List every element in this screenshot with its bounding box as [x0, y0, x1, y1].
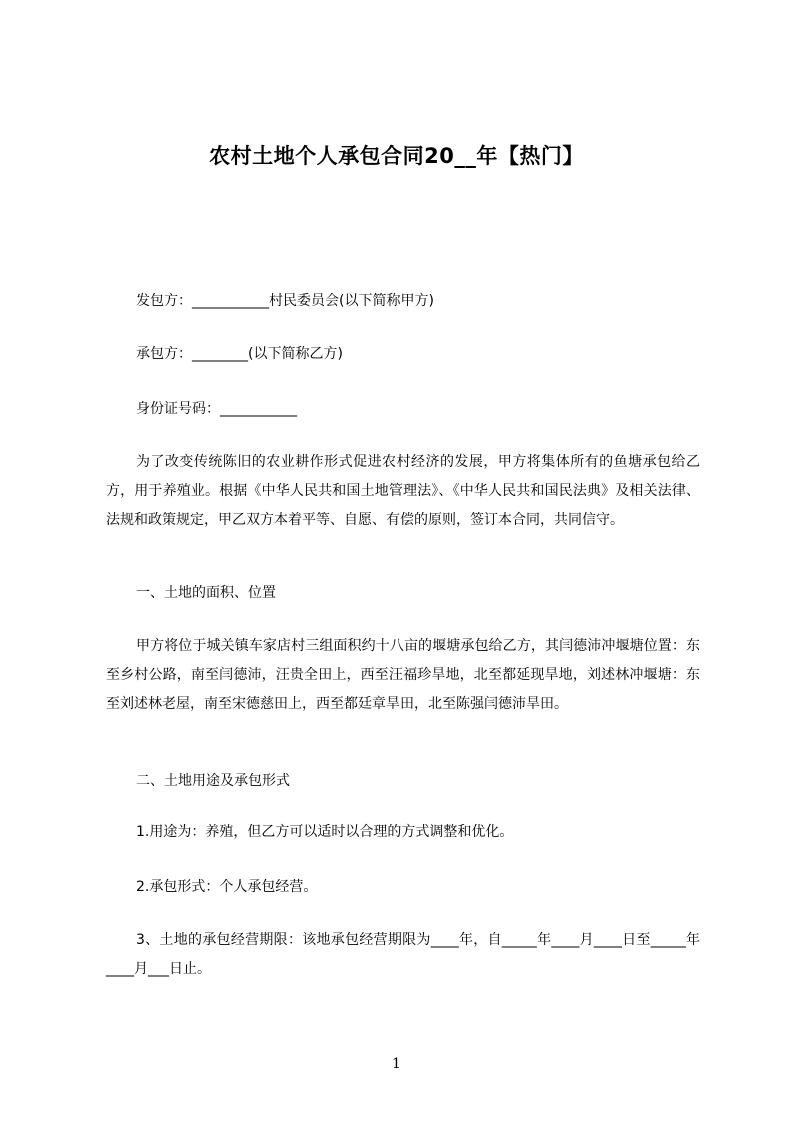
section-2-item-2: 2.承包形式：个人承包经营。	[136, 879, 318, 895]
section-3-body: 3、土地的承包经营期限：该地承包经营期限为____年，自_____年____月____日至_____年____月___日止。	[106, 932, 700, 977]
preamble-paragraph: 为了改变传统陈旧的农业耕作形式促进农村经济的发展，甲方将集体所有的鱼塘承包给乙方，用于养殖业。根据《中华人民共和国土地管理法》、《中华人民共和国民法典》及相关法律、法规和政策规定，甲乙双方本着平等、自愿、有偿的原则，签订本合同，共同信守。	[106, 454, 700, 528]
section-2-item-1: 1.用途为：养殖，但乙方可以适时以合理的方式调整和优化。	[136, 824, 514, 840]
contractor-field: 承包方：________(以下简称乙方)	[136, 346, 343, 362]
section-1-body: 甲方将位于城关镇车家店村三组面积约十八亩的堰塘承包给乙方，其闫德沛冲堰塘位置：东至乡村公路，南至闫德沛，汪贵全田上，西至汪福珍旱地，北至都延现旱地，刘述林冲堰塘：东至刘述林老屋，南至宋德慈田上，西至都廷章旱田，北至陈强闫德沛旱田。	[106, 638, 700, 712]
issuer-field: 发包方：___________村民委员会(以下简称甲方)	[136, 293, 434, 309]
section-2-heading: 二、土地用途及承包形式	[136, 773, 290, 789]
page-title: 农村土地个人承包合同20__年【热门】	[209, 144, 584, 168]
page-number: 1	[392, 1056, 401, 1072]
section-1-heading: 一、土地的面积、位置	[136, 585, 276, 601]
id-number-field: 身份证号码：___________	[136, 401, 297, 417]
